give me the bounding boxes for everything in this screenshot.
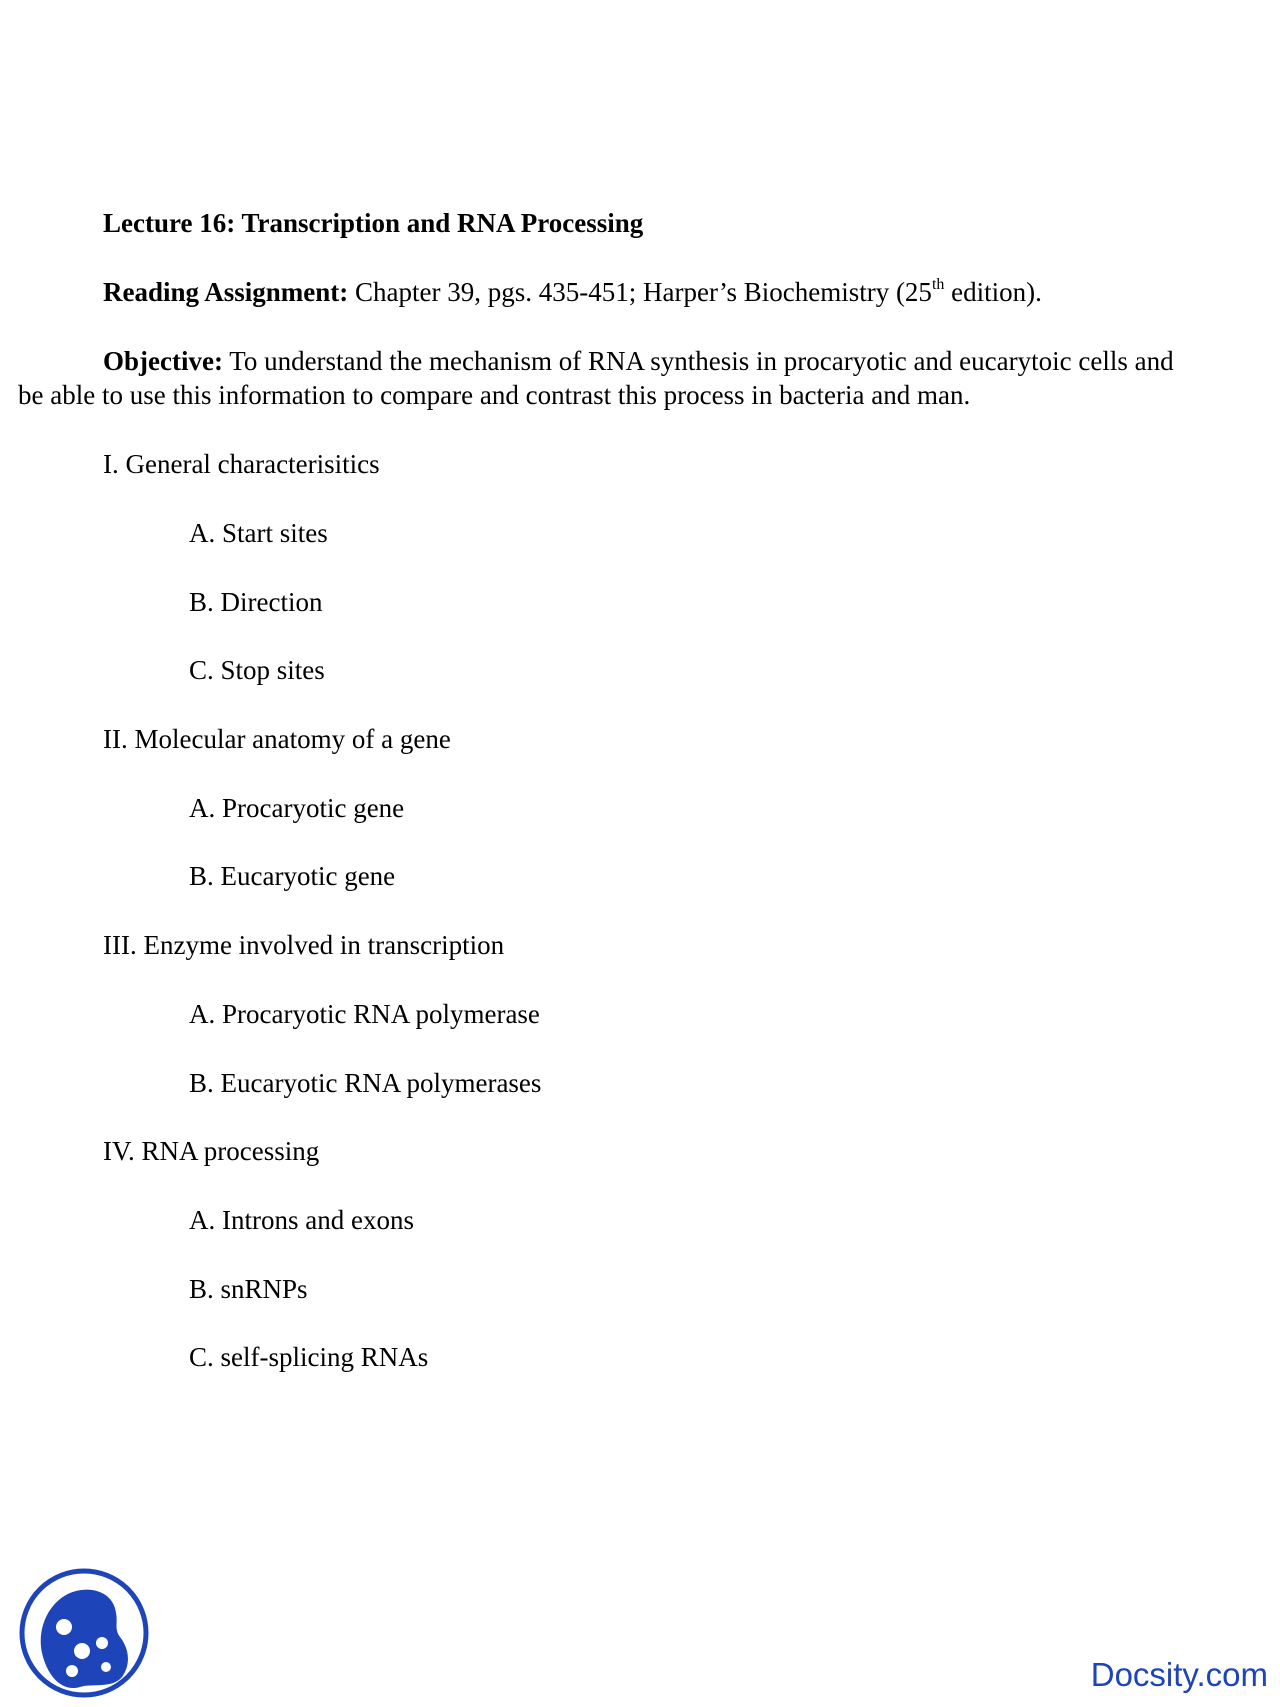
outline-item: C. Stop sites [189,655,325,685]
outline-item: B. Eucaryotic RNA polymerases [189,1068,542,1098]
edition-superscript: th [931,276,945,293]
docsity-brand-link[interactable]: Docsity.com [1090,1656,1268,1693]
outline-item: A. Procaryotic gene [189,793,405,823]
outline-heading-4: IV. RNA processing [103,1136,320,1166]
reading-label: Reading Assignment: [103,277,349,307]
reading-text: Chapter 39, pgs. 435-451; Harper’s Biochemistry (25 [348,277,932,307]
outline-item: A. Introns and exons [189,1205,414,1235]
objective-line-1 [103,344,1174,378]
outline-heading-3: III. Enzyme involved in transcription [103,930,505,960]
objective-label: Objective: [103,346,223,376]
document-title: Lecture 16: Transcription and RNA Processing [103,208,644,238]
objective-text: To understand the mechanism of RNA synthesis in procaryotic and eucarytoic cells and [222,346,1174,376]
reading-text-end: edition). [944,277,1042,307]
outline-item: B. snRNPs [189,1274,308,1304]
outline-item: A. Procaryotic RNA polymerase [189,999,540,1029]
objective-line-2: be able to use this information to compare and contrast this process in bacteria and man. [18,380,971,410]
outline-heading-2: II. Molecular anatomy of a gene [103,724,451,754]
outline-item: B. Direction [189,587,323,617]
reading-assignment [103,275,1042,309]
outline-heading-1: I. General characterisitics [103,449,380,479]
outline-item: C. self-splicing RNAs [189,1342,429,1372]
outline-item: B. Eucaryotic gene [189,861,396,891]
outline-item: A. Start sites [189,518,328,548]
docsity-logo-icon [18,1567,150,1699]
